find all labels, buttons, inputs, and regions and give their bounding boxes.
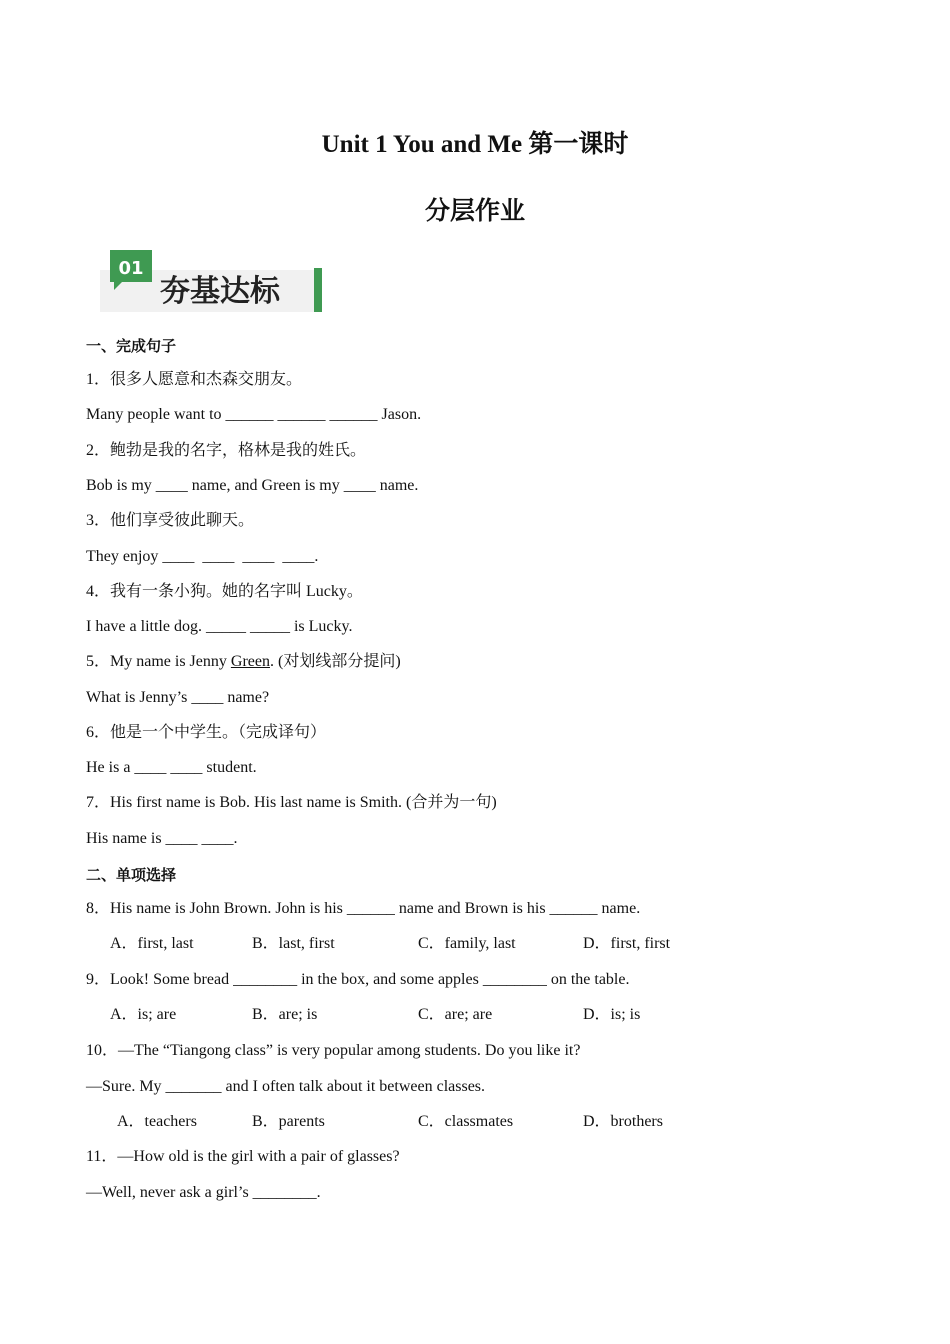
q10-option-d: D．brothers xyxy=(583,1113,663,1130)
level-badge xyxy=(98,248,324,314)
q8-option-c: C．family, last xyxy=(418,935,516,952)
q10-option-a: A．teachers xyxy=(117,1113,197,1130)
q4-chinese: 4．我有一条小狗。她的名字叫 Lucky。 xyxy=(86,583,363,600)
page-title: Unit 1 You and Me 第一课时 xyxy=(321,131,629,158)
q5-underlined-word: Green xyxy=(230,653,270,670)
q3-chinese: 3．他们享受彼此聊天。 xyxy=(86,512,255,529)
q5-prompt xyxy=(86,652,401,672)
q5-prompt-start: 5．My name is Jenny xyxy=(86,653,231,670)
q10-option-b: B．parents xyxy=(252,1113,325,1130)
q8-stem: 8．His name is John Brown. John is his ______ name and Brown is his ______ name. xyxy=(86,900,641,917)
q2-chinese: 2．鲍勃是我的名字，格林是我的姓氏。 xyxy=(86,442,367,459)
q9-option-d: D．is; is xyxy=(583,1006,641,1023)
q10-response: —Sure. My _______ and I often talk about it between classes. xyxy=(86,1078,486,1095)
q1-chinese: 1．很多人愿意和杰森交朋友。 xyxy=(86,371,303,388)
q9-option-b: B．are; is xyxy=(252,1006,318,1023)
section-heading-multiple-choice: 二、单项选择 xyxy=(86,866,177,884)
q9-stem: 9．Look! Some bread ________ in the box, and some apples ________ on the table. xyxy=(86,971,630,988)
q3-english: They enjoy ____ ____ ____ ____. xyxy=(86,548,319,565)
badge-accent-bar xyxy=(314,268,322,312)
q9-option-a: A．is; are xyxy=(110,1006,177,1023)
section-heading-fill-sentences: 一、完成句子 xyxy=(86,337,177,355)
q6-english: He is a ____ ____ student. xyxy=(86,759,257,776)
q10-option-c: C．classmates xyxy=(418,1113,514,1130)
q9-option-c: C．are; are xyxy=(418,1006,493,1023)
q5-prompt-end: . (对划线部分提问) xyxy=(269,653,401,670)
q7-english: His name is ____ ____. xyxy=(86,830,238,847)
q10-stem: 10．—The “Tiangong class” is very popular among students. Do you like it? xyxy=(86,1042,581,1059)
badge-number: 01 xyxy=(118,258,144,279)
q6-chinese: 6．他是一个中学生。（完成译句） xyxy=(86,724,327,741)
q2-english: Bob is my ____ name, and Green is my ____ name. xyxy=(86,477,419,494)
q8-option-a: A．first, last xyxy=(110,935,194,952)
q5-english: What is Jenny’s ____ name? xyxy=(86,689,270,706)
q11-stem: 11．—How old is the girl with a pair of glasses? xyxy=(86,1148,400,1165)
q8-option-d: D．first, first xyxy=(583,935,671,952)
q1-english: Many people want to ______ ______ ______ Jason. xyxy=(86,406,422,423)
page-subtitle: 分层作业 xyxy=(424,198,525,225)
q7-prompt: 7．His first name is Bob. His last name is Smith. (合并为一句) xyxy=(86,794,497,811)
q8-option-b: B．last, first xyxy=(252,935,335,952)
q4-english: I have a little dog. _____ _____ is Lucky. xyxy=(86,618,353,635)
badge-label: 夯基达标 xyxy=(160,274,280,309)
q11-response: —Well, never ask a girl’s ________. xyxy=(86,1184,321,1201)
